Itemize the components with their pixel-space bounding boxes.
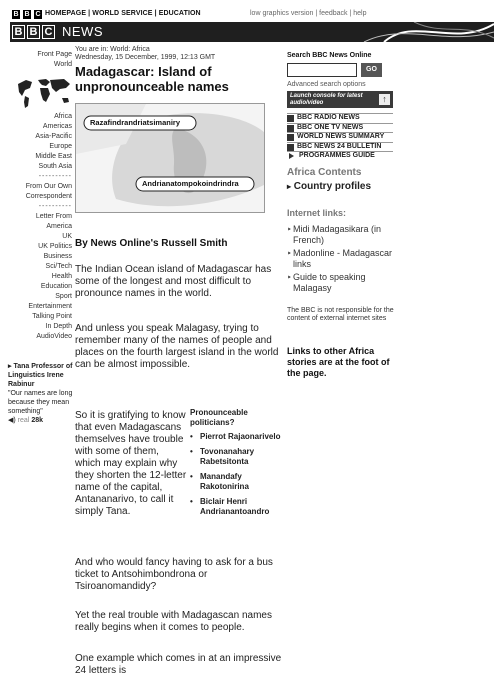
article-paragraph: The Indian Ocean island of Madagascar has some of the longest and most difficult to pronounce names in the world. — [75, 264, 272, 299]
article-headline: Madagascar: Island of unpronounceable names — [75, 64, 229, 94]
nav-letter-from-america[interactable]: Letter From — [35, 213, 72, 220]
nav-uk[interactable]: UK — [62, 233, 72, 240]
internet-links-heading: Internet links: — [287, 208, 347, 218]
nav-entertainment[interactable]: Entertainment — [28, 303, 72, 310]
region-nav — [0, 112, 72, 342]
politician-name: • Tovonanahary Rabetsitonta — [190, 447, 286, 467]
left-navigation — [0, 50, 72, 70]
bbc-logo-letter: B — [12, 25, 25, 39]
other-africa-stories-note: Links to other Africa stories are at the foot of the page. — [287, 346, 390, 378]
video-icon — [287, 144, 294, 151]
link-label: BBC ONE TV NEWS — [297, 123, 364, 131]
audio-clip-box[interactable] — [8, 362, 74, 425]
world-map-icon — [16, 76, 72, 110]
bbc-mini-logo-letter: B — [24, 11, 30, 18]
bbc-logo-letter: B — [27, 25, 40, 39]
bbc-mini-logo-letter: B — [13, 11, 19, 18]
link-label: WORLD NEWS SUMMARY — [297, 133, 385, 140]
top-bar — [0, 0, 494, 46]
article-byline: By News Online's Russell Smith — [75, 238, 228, 249]
news-wordmark: NEWS — [62, 24, 103, 39]
link-bbc-one-tv-news[interactable] — [287, 123, 393, 133]
real-player-label: real — [17, 417, 30, 424]
politician-name: • Pierrot Rajaonarivelo — [190, 432, 286, 442]
launch-console-label: Launch console for latest audio/video — [290, 93, 363, 106]
africa-contents-heading: Africa Contents — [287, 167, 362, 178]
politicians-sidebar — [190, 408, 286, 522]
image-label-1: Razafindrandriatsimaniry — [90, 118, 181, 127]
link-bbc-news-24-bulletin[interactable] — [287, 142, 393, 152]
arrow-right-icon — [289, 153, 294, 159]
internet-links-list — [287, 224, 393, 296]
nav-uk-politics[interactable]: UK Politics — [38, 243, 72, 250]
arrow-right-icon: ▸ — [287, 182, 292, 191]
article-paragraph: Yet the real trouble with Madagascan names really begins when it comes to people. — [75, 610, 272, 633]
audio-icon — [287, 134, 294, 141]
nav-in-depth[interactable]: In Depth — [45, 323, 72, 330]
nav-americas[interactable]: Americas — [42, 123, 72, 130]
audio-bitrate: 28k — [31, 417, 43, 424]
bbc-mini-logo[interactable] — [12, 10, 42, 19]
launch-console-button[interactable] — [287, 91, 393, 108]
bbc-news-banner — [10, 22, 494, 42]
link-world-news-summary[interactable] — [287, 132, 393, 142]
search-go-button[interactable]: GO — [361, 63, 382, 77]
country-profiles-link[interactable] — [287, 181, 371, 192]
article-paragraph: So it is gratifying to know that even Madagascans themselves have trouble with some of them, which may explain why they shorten the 12-letter name of the capital, Antananarivo, to call it simply Tana. — [75, 410, 187, 517]
top-nav-links[interactable]: HOMEPAGE | WORLD SERVICE | EDUCATION — [45, 10, 201, 17]
internet-link[interactable]: ‣ Midi Madagasikara (in French) — [287, 224, 393, 246]
article-paragraph: One example which comes in at an impressive 24 letters is — [75, 653, 282, 676]
search-input[interactable] — [287, 63, 357, 77]
article-date: Wednesday, 15 December, 1999, 12:13 GMT — [75, 54, 216, 61]
image-label-2: Andrianatompokoindrindra — [142, 179, 239, 188]
audio-icon — [287, 115, 294, 122]
article-paragraph: And unless you speak Malagasy, trying to remember many of the names of people and places on the fourth largest island in the world can be almost impossible. — [75, 323, 279, 370]
politician-name: • Manandafy Rakotonirina — [190, 472, 286, 492]
nav-health[interactable]: Health — [51, 273, 72, 280]
bbc-logo[interactable] — [12, 25, 55, 39]
article-image — [75, 103, 265, 213]
country-profiles-label: Country profiles — [293, 181, 372, 192]
audio-clip-title-text: Tana Professor of Linguistics Irene Rabinur — [8, 363, 73, 388]
nav-audio-video[interactable]: AudioVideo — [36, 333, 72, 340]
internet-link[interactable]: ‣ Madonline - Madagascar links — [287, 248, 393, 270]
politicians-heading: Pronounceable politicians? — [190, 408, 248, 427]
speaker-icon: ◀) — [8, 417, 16, 424]
nav-world[interactable]: World — [53, 61, 72, 68]
nav-south-asia[interactable]: South Asia — [38, 163, 72, 170]
bbc-logo-letter: C — [42, 25, 55, 39]
nav-business[interactable]: Business — [43, 253, 72, 260]
nav-middle-east[interactable]: Middle East — [35, 153, 72, 160]
video-icon — [287, 125, 294, 132]
advanced-search-link[interactable]: Advanced search options — [287, 81, 366, 88]
audio-clip-title: ▸ Tana Professor of Linguistics Irene Rabinur — [8, 363, 73, 388]
banner-wave-graphic — [324, 22, 494, 42]
nav-education[interactable]: Education — [40, 283, 72, 290]
nav-africa[interactable]: Africa — [54, 113, 72, 120]
nav-separator: ---------- — [38, 203, 72, 210]
search-heading: Search BBC News Online — [287, 52, 372, 59]
nav-asia-pacific[interactable]: Asia-Pacific — [35, 133, 72, 140]
link-programmes-guide[interactable] — [287, 151, 393, 161]
utility-links[interactable]: low graphics version | feedback | help — [250, 10, 367, 17]
audio-clip-quote: "Our names are long because they mean something" — [8, 390, 73, 415]
link-bbc-radio-news[interactable] — [287, 113, 393, 123]
nav-from-our-own-correspondent[interactable]: Correspondent — [25, 193, 72, 200]
nav-from-our-own-correspondent[interactable]: From Our Own — [25, 183, 72, 190]
bbc-mini-logo-letter: C — [35, 11, 41, 18]
link-label: PROGRAMMES GUIDE — [299, 152, 375, 159]
audio-clip-player[interactable] — [8, 416, 74, 425]
link-label: BBC NEWS 24 BULLETIN — [297, 142, 382, 150]
nav-separator: ---------- — [38, 173, 72, 180]
external-links-disclaimer: The BBC is not responsible for the content of external internet sites — [287, 307, 394, 322]
nav-sci-tech[interactable]: Sci/Tech — [45, 263, 72, 270]
internet-link[interactable]: ‣ Guide to speaking Malagasy — [287, 272, 393, 294]
nav-europe[interactable]: Europe — [49, 143, 72, 150]
bbc-links-list — [287, 113, 393, 161]
nav-sport[interactable]: Sport — [55, 293, 72, 300]
nav-letter-from-america[interactable]: America — [46, 223, 72, 230]
politician-name: • Biclair Henri Andrianantoandro — [190, 497, 286, 517]
link-label: BBC RADIO NEWS — [297, 114, 360, 121]
article-paragraph: And who would fancy having to ask for a bus ticket to Antsohimbondrona or Tsiroanomandidy? — [75, 557, 273, 592]
nav-front-page[interactable]: Front Page — [37, 51, 72, 58]
nav-talking-point[interactable]: Talking Point — [32, 313, 72, 320]
breadcrumb[interactable]: You are in: World: Africa — [75, 46, 150, 53]
arrow-up-icon: ↑ — [379, 94, 390, 105]
